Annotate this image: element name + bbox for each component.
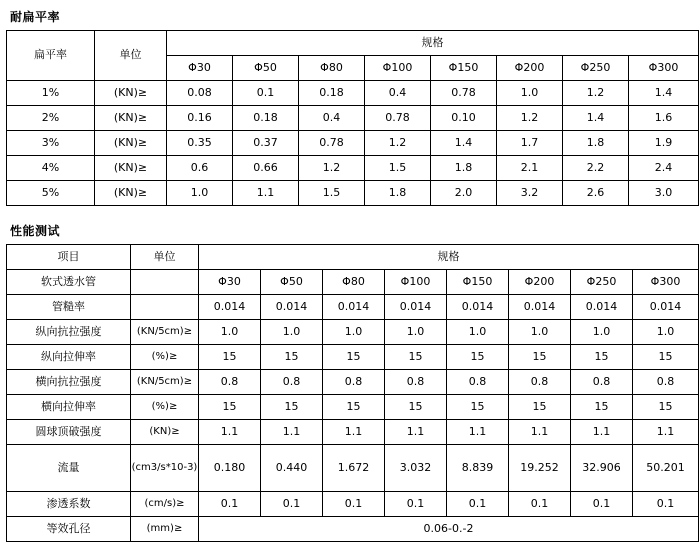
- size-cell: Φ100: [365, 56, 431, 81]
- row-label: 等效孔径: [7, 517, 131, 542]
- row-unit: (KN)≥: [95, 81, 167, 106]
- row-label: 纵向拉伸率: [7, 345, 131, 370]
- table-header-row: [7, 31, 699, 56]
- data-cell: 1.6: [629, 106, 699, 131]
- data-cell: 1.4: [563, 106, 629, 131]
- table-size-row: [7, 270, 699, 295]
- size-cell: Φ50: [261, 270, 323, 295]
- data-cell: 0.35: [167, 131, 233, 156]
- data-cell: 0.4: [365, 81, 431, 106]
- data-cell: 1.8: [365, 181, 431, 206]
- row-unit: (KN)≥: [95, 131, 167, 156]
- header-flatness: 扁平率: [7, 31, 95, 81]
- data-cell: 0.440: [261, 445, 323, 492]
- data-cell: 0.8: [571, 370, 633, 395]
- size-cell: Φ150: [431, 56, 497, 81]
- size-cell: Φ80: [323, 270, 385, 295]
- size-cell: Φ200: [497, 56, 563, 81]
- data-cell: 1.0: [497, 81, 563, 106]
- section-title-flatness: 耐扁平率: [10, 10, 61, 24]
- table-row: [7, 81, 699, 106]
- data-cell: 1.2: [563, 81, 629, 106]
- data-cell: 0.014: [323, 295, 385, 320]
- data-cell: 3.0: [629, 181, 699, 206]
- table-row: [7, 517, 699, 542]
- data-cell: 1.2: [299, 156, 365, 181]
- data-cell: 15: [199, 395, 261, 420]
- data-cell: 32.906: [571, 445, 633, 492]
- data-cell: 0.014: [199, 295, 261, 320]
- header-item: 项目: [7, 245, 131, 270]
- data-cell: 15: [261, 395, 323, 420]
- data-cell: 0.8: [261, 370, 323, 395]
- data-cell: 1.0: [167, 181, 233, 206]
- data-cell: 2.1: [497, 156, 563, 181]
- row-label: 2%: [7, 106, 95, 131]
- table-row: [7, 395, 699, 420]
- data-cell: 19.252: [509, 445, 571, 492]
- data-cell: 0.78: [299, 131, 365, 156]
- size-cell: Φ50: [233, 56, 299, 81]
- data-cell: 0.014: [447, 295, 509, 320]
- data-cell: 15: [323, 395, 385, 420]
- data-cell: 0.78: [365, 106, 431, 131]
- data-cell: 15: [633, 395, 699, 420]
- size-cell: Φ30: [167, 56, 233, 81]
- data-cell: 15: [633, 345, 699, 370]
- data-cell: 15: [199, 345, 261, 370]
- header-spec: 规格: [167, 31, 699, 56]
- table-row: [7, 492, 699, 517]
- row-unit: (KN/5cm)≥: [131, 320, 199, 345]
- data-cell: 0.10: [431, 106, 497, 131]
- size-cell: Φ300: [629, 56, 699, 81]
- data-cell: 3.032: [385, 445, 447, 492]
- data-cell: 1.2: [497, 106, 563, 131]
- table-row: [7, 445, 699, 492]
- data-cell: 1.1: [261, 420, 323, 445]
- data-cell: 1.0: [261, 320, 323, 345]
- header-unit: 单位: [95, 31, 167, 81]
- data-cell: 0.014: [261, 295, 323, 320]
- header-unit: 单位: [131, 245, 199, 270]
- data-cell: 1.1: [233, 181, 299, 206]
- row-unit: (KN/5cm)≥: [131, 370, 199, 395]
- data-cell: 1.2: [365, 131, 431, 156]
- row-unit: (%)≥: [131, 395, 199, 420]
- row-label: 流量: [7, 445, 131, 492]
- data-cell: 15: [323, 345, 385, 370]
- data-cell: 0.014: [571, 295, 633, 320]
- data-cell: 0.014: [385, 295, 447, 320]
- data-cell: 15: [261, 345, 323, 370]
- size-cell: Φ80: [299, 56, 365, 81]
- table-row: [7, 320, 699, 345]
- data-cell: 1.8: [563, 131, 629, 156]
- table-row: [7, 295, 699, 320]
- data-cell: 0.1: [633, 492, 699, 517]
- data-cell: 15: [447, 395, 509, 420]
- data-cell: 1.0: [447, 320, 509, 345]
- data-cell: 1.1: [571, 420, 633, 445]
- data-cell: 0.8: [633, 370, 699, 395]
- data-cell: 0.78: [431, 81, 497, 106]
- data-cell: 0.8: [509, 370, 571, 395]
- data-cell: 8.839: [447, 445, 509, 492]
- row-unit: [131, 270, 199, 295]
- data-cell: 0.180: [199, 445, 261, 492]
- data-cell: 1.8: [431, 156, 497, 181]
- data-cell: 0.16: [167, 106, 233, 131]
- data-cell: 15: [385, 345, 447, 370]
- data-cell: 0.1: [571, 492, 633, 517]
- data-cell: 2.2: [563, 156, 629, 181]
- size-cell: Φ150: [447, 270, 509, 295]
- data-cell: 0.8: [323, 370, 385, 395]
- row-label: 渗透系数: [7, 492, 131, 517]
- table-row: [7, 156, 699, 181]
- data-cell: 2.4: [629, 156, 699, 181]
- data-cell: 1.0: [509, 320, 571, 345]
- table-row: [7, 420, 699, 445]
- data-cell: 15: [509, 395, 571, 420]
- row-label: 4%: [7, 156, 95, 181]
- row-label: 管糙率: [7, 295, 131, 320]
- flatness-table: [6, 30, 699, 206]
- size-cell: Φ200: [509, 270, 571, 295]
- section-spacer: [4, 206, 696, 220]
- row-unit: (cm/s)≥: [131, 492, 199, 517]
- data-cell: 1.9: [629, 131, 699, 156]
- row-unit: (KN)≥: [131, 420, 199, 445]
- data-cell: 2.6: [563, 181, 629, 206]
- row-unit: (KN)≥: [95, 181, 167, 206]
- size-cell: Φ300: [633, 270, 699, 295]
- row-label: 1%: [7, 81, 95, 106]
- performance-table: [6, 244, 699, 542]
- row-label: 软式透水管: [7, 270, 131, 295]
- row-label: 纵向抗拉强度: [7, 320, 131, 345]
- data-cell: 0.37: [233, 131, 299, 156]
- row-unit: [131, 295, 199, 320]
- data-cell: 1.0: [633, 320, 699, 345]
- data-cell: 15: [571, 345, 633, 370]
- table-row: [7, 106, 699, 131]
- data-cell: 1.7: [497, 131, 563, 156]
- data-cell: 0.014: [509, 295, 571, 320]
- data-cell: 0.8: [199, 370, 261, 395]
- data-cell: 0.8: [385, 370, 447, 395]
- data-cell: 1.672: [323, 445, 385, 492]
- data-cell: 1.4: [629, 81, 699, 106]
- section-title-performance: 性能测试: [10, 224, 61, 238]
- size-cell: Φ100: [385, 270, 447, 295]
- data-cell: 15: [385, 395, 447, 420]
- row-label: 圆球顶破强度: [7, 420, 131, 445]
- data-cell: 1.5: [365, 156, 431, 181]
- data-cell: 1.0: [571, 320, 633, 345]
- row-unit: (%)≥: [131, 345, 199, 370]
- data-cell: 0.1: [199, 492, 261, 517]
- row-label: 横向抗拉强度: [7, 370, 131, 395]
- data-cell: 1.1: [633, 420, 699, 445]
- size-cell: Φ250: [571, 270, 633, 295]
- data-cell: 3.2: [497, 181, 563, 206]
- row-unit: (cm3/s*10-3): [131, 445, 199, 492]
- data-cell: 0.1: [509, 492, 571, 517]
- data-cell: 1.1: [509, 420, 571, 445]
- data-cell: 1.0: [385, 320, 447, 345]
- row-label: 横向拉伸率: [7, 395, 131, 420]
- row-unit: (KN)≥: [95, 156, 167, 181]
- row-unit: (mm)≥: [131, 517, 199, 542]
- data-cell: 0.6: [167, 156, 233, 181]
- data-cell: 0.1: [385, 492, 447, 517]
- data-cell: 0.08: [167, 81, 233, 106]
- data-cell: 1.0: [323, 320, 385, 345]
- size-cell: Φ30: [199, 270, 261, 295]
- table-row: [7, 345, 699, 370]
- data-cell: 1.5: [299, 181, 365, 206]
- data-cell: 0.1: [323, 492, 385, 517]
- data-cell: 15: [509, 345, 571, 370]
- data-cell: 0.4: [299, 106, 365, 131]
- data-cell: 1.1: [447, 420, 509, 445]
- data-cell: 0.18: [233, 106, 299, 131]
- header-spec: 规格: [199, 245, 699, 270]
- data-cell: 0.8: [447, 370, 509, 395]
- data-cell: 0.014: [633, 295, 699, 320]
- row-label: 3%: [7, 131, 95, 156]
- table-header-row: [7, 245, 699, 270]
- data-cell: 2.0: [431, 181, 497, 206]
- data-cell: 1.0: [199, 320, 261, 345]
- data-cell-merged: 0.06-0.-2: [199, 517, 699, 542]
- data-cell: 1.4: [431, 131, 497, 156]
- data-cell: 15: [571, 395, 633, 420]
- table-row: [7, 181, 699, 206]
- row-label: 5%: [7, 181, 95, 206]
- data-cell: 1.1: [385, 420, 447, 445]
- data-cell: 50.201: [633, 445, 699, 492]
- data-cell: 1.1: [323, 420, 385, 445]
- data-cell: 0.18: [299, 81, 365, 106]
- table-row: [7, 370, 699, 395]
- data-cell: 0.1: [261, 492, 323, 517]
- data-cell: 0.66: [233, 156, 299, 181]
- data-cell: 15: [447, 345, 509, 370]
- data-cell: 1.1: [199, 420, 261, 445]
- data-cell: 0.1: [447, 492, 509, 517]
- size-cell: Φ250: [563, 56, 629, 81]
- table-row: [7, 131, 699, 156]
- data-cell: 0.1: [233, 81, 299, 106]
- row-unit: (KN)≥: [95, 106, 167, 131]
